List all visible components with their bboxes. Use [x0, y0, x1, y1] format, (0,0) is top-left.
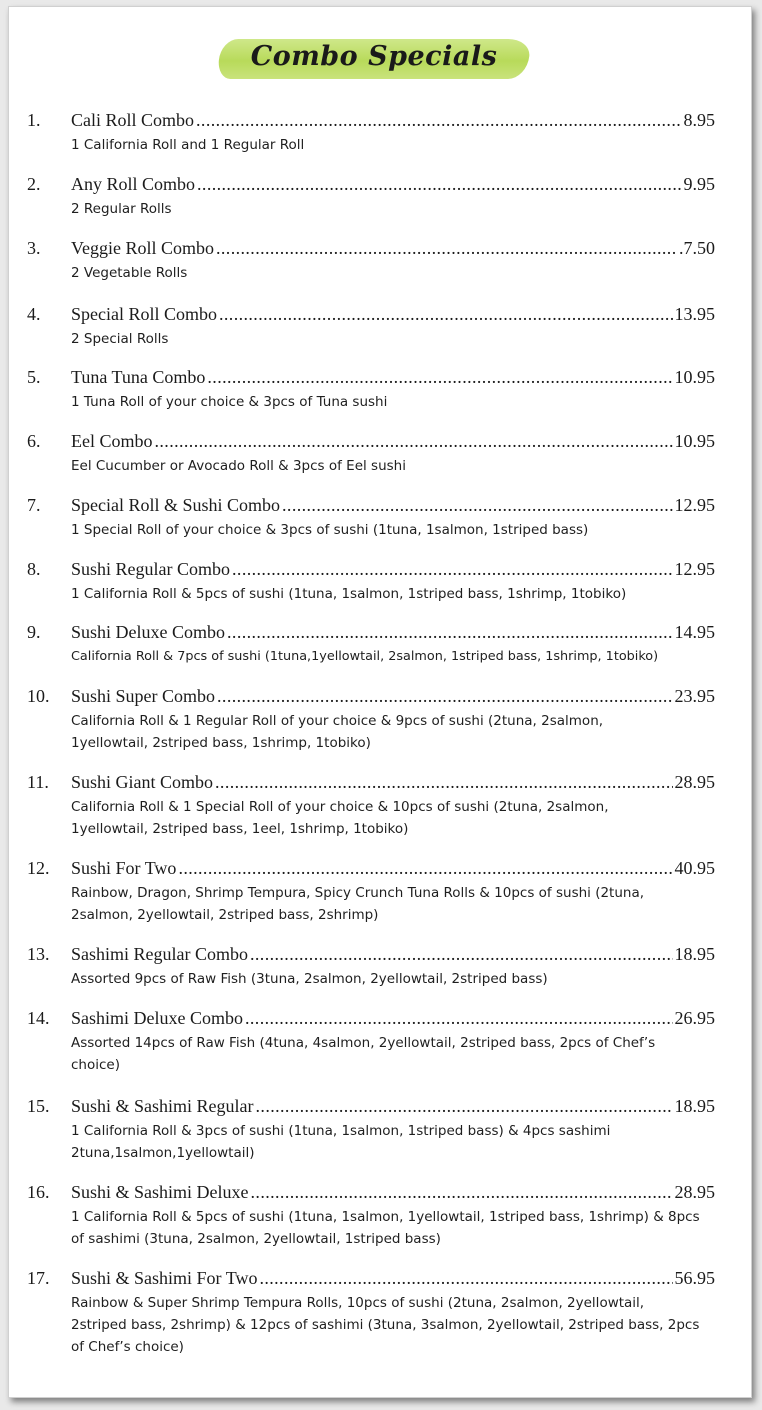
item-title-line — [71, 621, 715, 643]
item-number: 13. — [27, 944, 50, 964]
item-description: Rainbow & Super Shrimp Tempura Rolls, 10pcs of sushi (2tuna, 2salmon, 2yellowtail, 2striped bass, 2shrimp) & 12pcs of sashimi (3tuna, 3salmon, 2yellowtail, 2striped bass, 2pcs of Chef’s choice) — [71, 1295, 700, 1355]
item-description: 1 Tuna Roll of your choice & 3pcs of Tuna sushi — [71, 394, 388, 410]
item-title-line — [71, 771, 715, 793]
item-title-line — [71, 237, 715, 259]
item-name: Sushi Super Combo — [71, 686, 216, 706]
item-title-line — [71, 366, 715, 388]
item-price: 18.95 — [674, 944, 715, 964]
item-title-line — [71, 1267, 715, 1289]
item-number: 4. — [27, 304, 41, 324]
item-description: 1 California Roll & 5pcs of sushi (1tuna, 1salmon, 1yellowtail, 1striped bass, 1shrimp) & 8pcs of sashimi (3tuna, 2salmon, 2yellowtail, 1striped bass) — [71, 1209, 700, 1247]
item-description: Eel Cucumber or Avocado Roll & 3pcs of Eel sushi — [71, 458, 406, 474]
leader-dots — [232, 558, 672, 580]
item-title-line — [71, 857, 715, 879]
leader-dots — [282, 494, 672, 516]
leader-dots — [227, 621, 672, 643]
item-name: Sushi Deluxe Combo — [71, 622, 226, 642]
item-name: Special Roll & Sushi Combo — [71, 495, 281, 515]
item-description: 1 Special Roll of your choice & 3pcs of sushi (1tuna, 1salmon, 1striped bass) — [71, 522, 589, 538]
item-title-line — [71, 430, 715, 452]
leader-dots — [217, 685, 672, 707]
leader-dots — [251, 1181, 673, 1203]
leader-dots — [250, 943, 673, 965]
section-header — [219, 35, 529, 79]
item-description: 2 Special Rolls — [71, 331, 169, 347]
item-title-line — [71, 1181, 715, 1203]
item-number: 7. — [27, 495, 41, 515]
item-price: 23.95 — [674, 686, 715, 706]
item-name: Sushi Giant Combo — [71, 772, 214, 792]
item-title-line — [71, 1007, 715, 1029]
item-name: Special Roll Combo — [71, 304, 217, 324]
item-name: Sushi & Sashimi Deluxe — [71, 1182, 249, 1202]
item-name: Tuna Tuna Combo — [71, 367, 206, 387]
menu-page — [8, 6, 752, 1398]
item-price: 28.95 — [674, 1182, 715, 1202]
item-number: 16. — [27, 1182, 50, 1202]
item-number: 12. — [27, 858, 50, 878]
item-number: 8. — [27, 559, 41, 579]
item-name: Cali Roll Combo — [71, 110, 195, 130]
item-name: Sashimi Deluxe Combo — [71, 1008, 243, 1028]
item-description: 1 California Roll & 3pcs of sushi (1tuna, 1salmon, 1striped bass) & 4pcs sashimi 2tuna,1salmon,1yellowtail) — [71, 1123, 611, 1161]
item-title-line — [71, 173, 715, 195]
item-description: 1 California Roll & 5pcs of sushi (1tuna, 1salmon, 1striped bass, 1shrimp, 1tobiko) — [71, 586, 627, 602]
item-description: California Roll & 1 Special Roll of your choice & 10pcs of sushi (2tuna, 2salmon, 1yellowtail, 2striped bass, 1eel, 1shrimp, 1tobiko) — [71, 799, 609, 837]
item-name: Any Roll Combo — [71, 174, 196, 194]
item-number: 2. — [27, 174, 41, 194]
item-price: 10.95 — [674, 367, 715, 387]
item-price: 14.95 — [674, 622, 715, 642]
item-number: 9. — [27, 622, 41, 642]
item-description: 2 Vegetable Rolls — [71, 265, 188, 281]
item-number: 11. — [27, 772, 49, 792]
item-price: 28.95 — [674, 772, 715, 792]
item-price: 9.95 — [683, 174, 715, 194]
item-title-line — [71, 109, 715, 131]
item-price: .7.50 — [679, 238, 715, 258]
leader-dots — [196, 109, 681, 131]
item-price: 10.95 — [674, 431, 715, 451]
leader-dots — [207, 366, 672, 388]
item-number: 17. — [27, 1268, 50, 1288]
item-number: 3. — [27, 238, 41, 258]
item-name: Eel Combo — [71, 431, 153, 451]
item-price: 13.95 — [674, 304, 715, 324]
leader-dots — [245, 1007, 673, 1029]
leader-dots — [197, 173, 681, 195]
item-name: Veggie Roll Combo — [71, 238, 214, 258]
item-price: 12.95 — [674, 559, 715, 579]
item-number: 5. — [27, 367, 41, 387]
item-description: California Roll & 7pcs of sushi (1tuna,1yellowtail, 2salmon, 1striped bass, 1shrimp, 1tobiko) — [71, 649, 659, 664]
item-title-line — [71, 494, 715, 516]
item-description: Assorted 9pcs of Raw Fish (3tuna, 2salmon, 2yellowtail, 2striped bass) — [71, 971, 548, 987]
item-description: 1 California Roll and 1 Regular Roll — [71, 137, 305, 153]
item-description: 2 Regular Rolls — [71, 201, 172, 217]
leader-dots — [155, 430, 673, 452]
item-description: Rainbow, Dragon, Shrimp Tempura, Spicy Crunch Tuna Rolls & 10pcs of sushi (2tuna, 2salmon, 2yellowtail, 2striped bass, 2shrimp) — [71, 885, 645, 923]
item-name: Sushi & Sashimi Regular — [71, 1096, 254, 1116]
item-description: Assorted 14pcs of Raw Fish (4tuna, 4salmon, 2yellowtail, 2striped bass, 2pcs of Chef’s choice) — [71, 1035, 656, 1073]
item-name: Sashimi Regular Combo — [71, 944, 248, 964]
item-number: 10. — [27, 686, 50, 706]
item-number: 15. — [27, 1096, 50, 1116]
item-number: 6. — [27, 431, 41, 451]
item-title-line — [71, 685, 715, 707]
item-price: 40.95 — [674, 858, 715, 878]
item-number: 1. — [27, 110, 41, 130]
section-title: Combo Specials — [250, 41, 498, 72]
item-title-line — [71, 943, 715, 965]
item-title-line — [71, 303, 715, 325]
leader-dots — [259, 1267, 672, 1289]
item-title-line — [71, 558, 715, 580]
item-name: Sushi For Two — [71, 858, 177, 878]
item-price: 8.95 — [683, 110, 715, 130]
item-title-line — [71, 1095, 715, 1117]
leader-dots — [256, 1095, 673, 1117]
item-price: 12.95 — [674, 495, 715, 515]
leader-dots — [216, 237, 677, 259]
item-number: 14. — [27, 1008, 50, 1028]
item-price: 56.95 — [674, 1268, 715, 1288]
leader-dots — [219, 303, 673, 325]
item-name: Sushi & Sashimi For Two — [71, 1268, 258, 1288]
leader-dots — [215, 771, 672, 793]
item-name: Sushi Regular Combo — [71, 559, 231, 579]
item-price: 26.95 — [674, 1008, 715, 1028]
item-price: 18.95 — [674, 1096, 715, 1116]
leader-dots — [178, 857, 672, 879]
item-description: California Roll & 1 Regular Roll of your choice & 9pcs of sushi (2tuna, 2salmon, 1yellowtail, 2striped bass, 1shrimp, 1tobiko) — [71, 713, 604, 751]
